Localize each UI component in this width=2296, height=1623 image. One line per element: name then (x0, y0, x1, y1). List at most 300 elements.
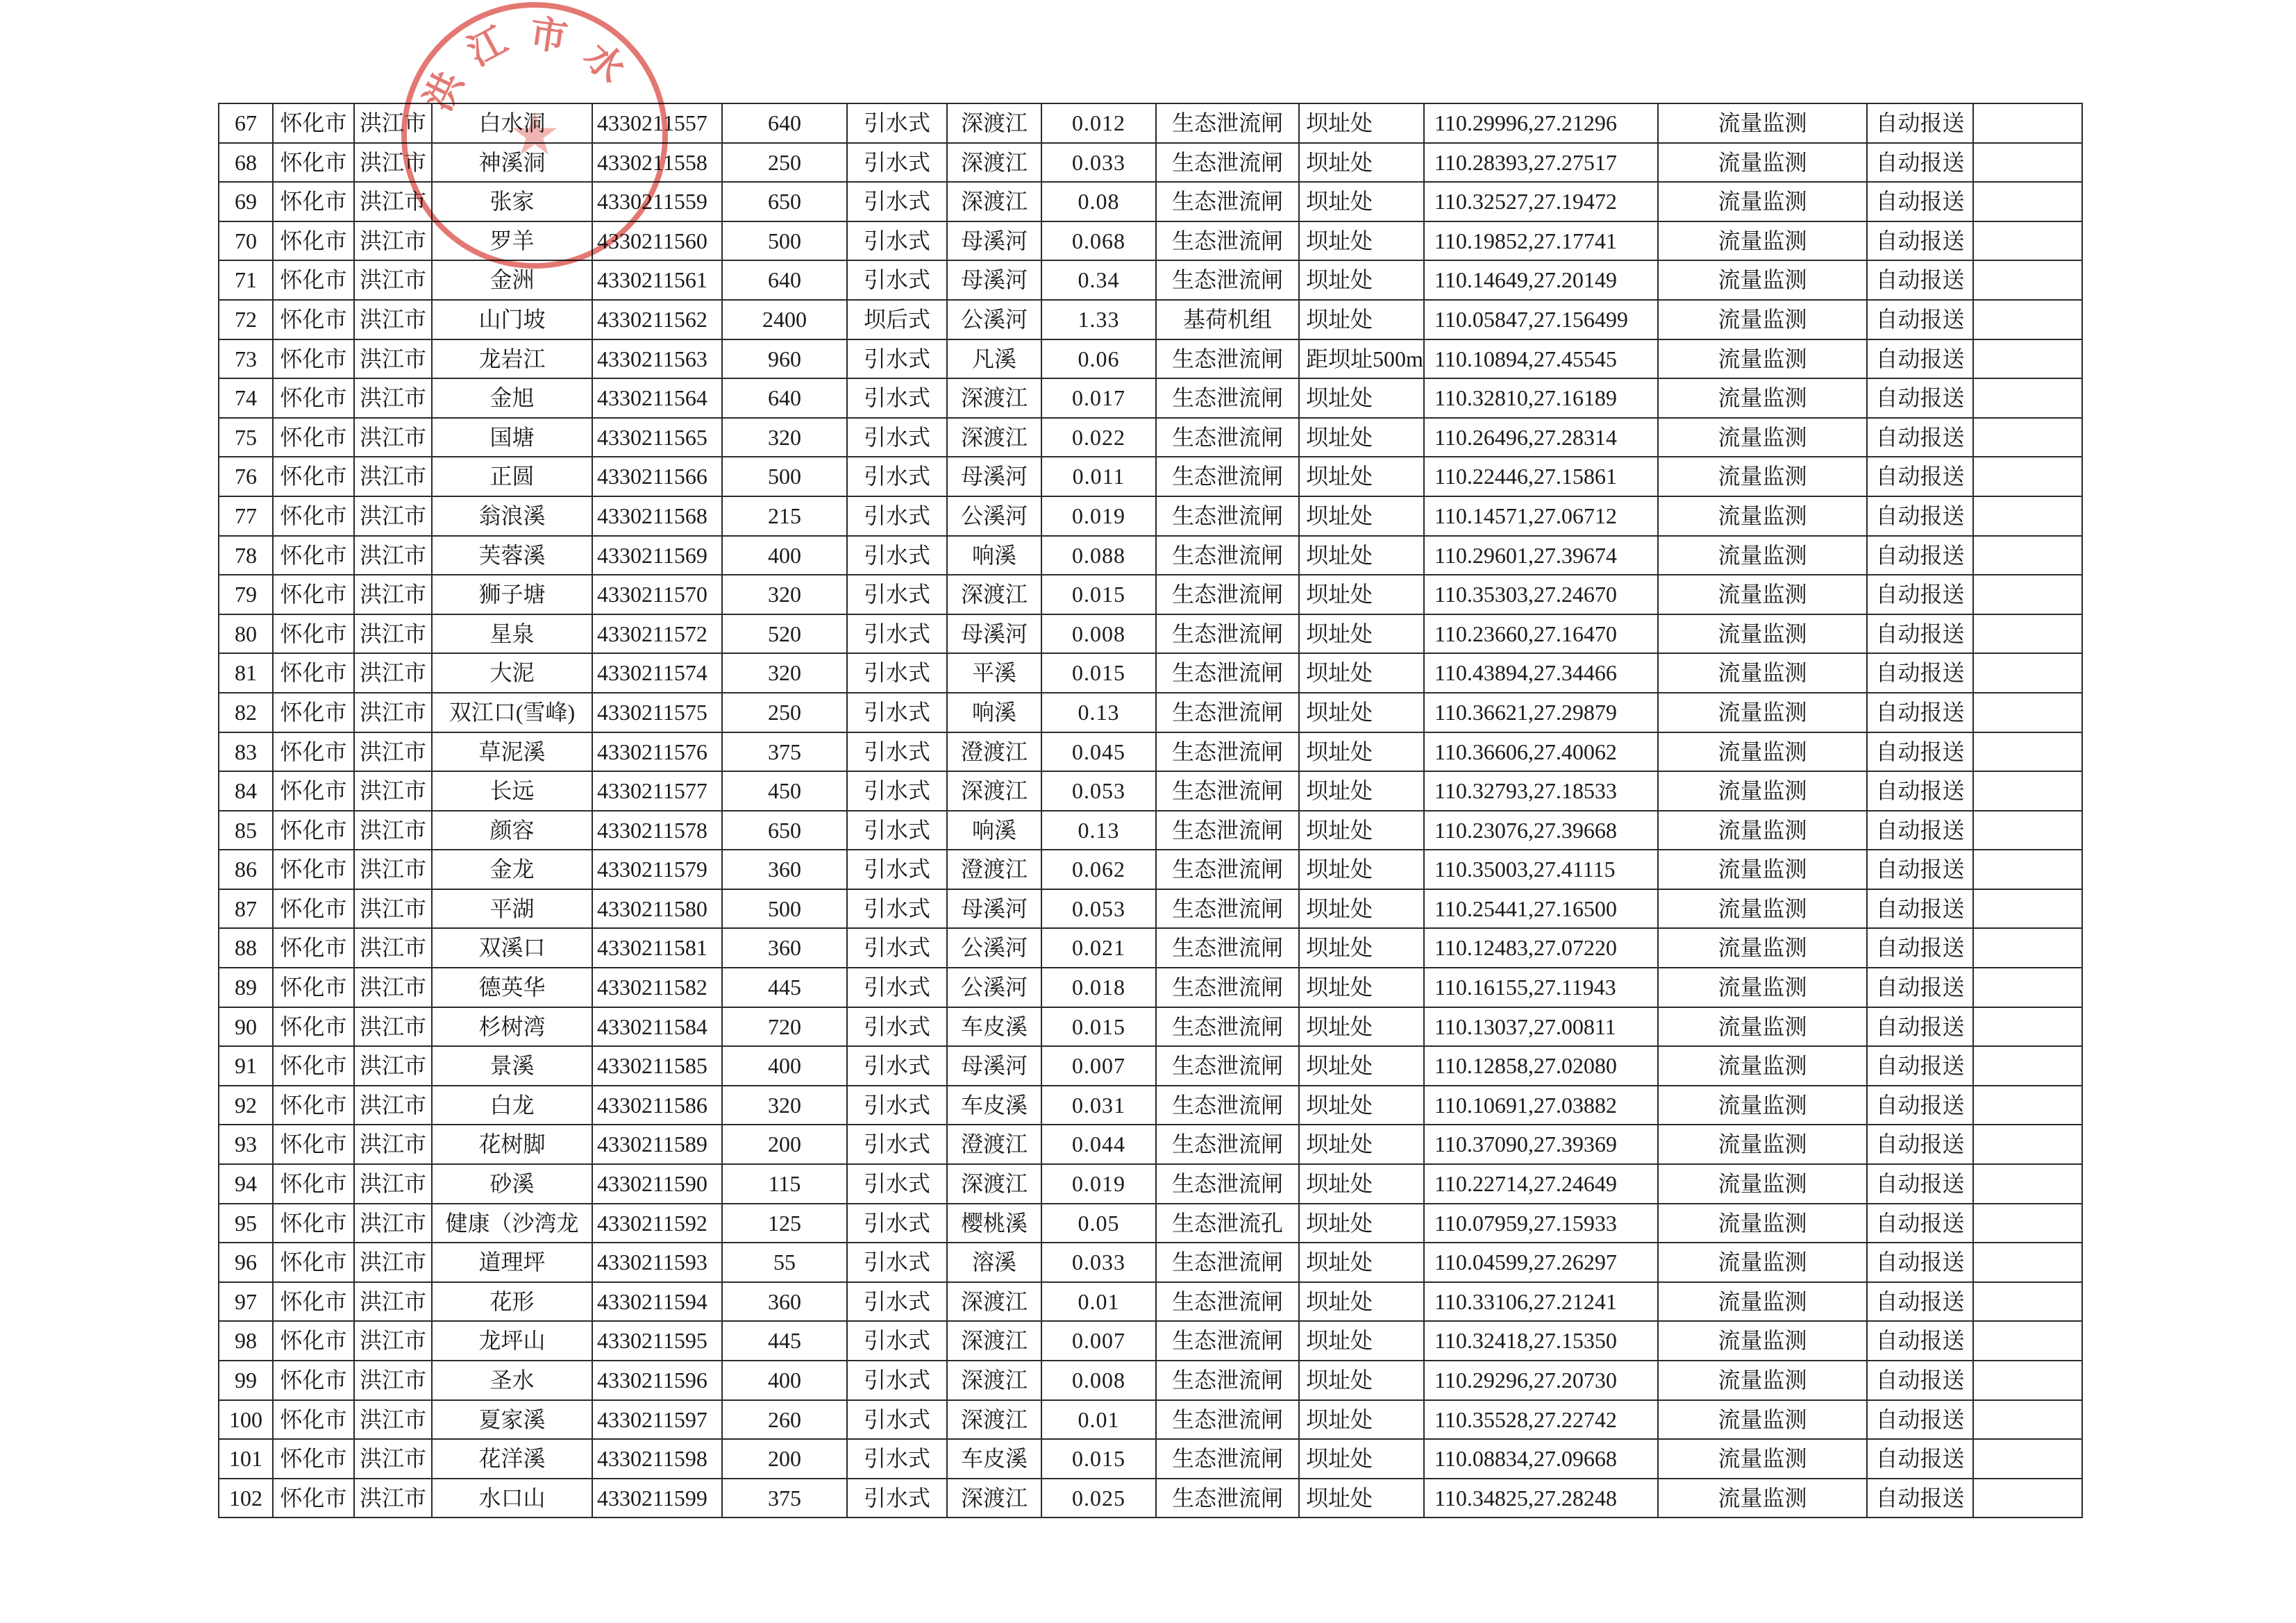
cell-report: 自动报送 (1868, 929, 1974, 968)
cell-name: 水口山 (433, 1479, 593, 1519)
cell-remark (1974, 419, 2083, 458)
cell-river: 母溪河 (948, 890, 1042, 930)
cell-type: 引水式 (848, 812, 948, 851)
cell-name: 花形 (433, 1283, 593, 1322)
cell-capacity: 360 (723, 929, 848, 968)
cell-coords: 110.29296,27.20730 (1425, 1361, 1659, 1401)
cell-type: 引水式 (848, 1204, 948, 1244)
cell-remark (1974, 497, 2083, 537)
cell-type: 引水式 (848, 183, 948, 222)
cell-city: 怀化市 (274, 183, 355, 222)
cell-county: 洪江市 (355, 379, 433, 419)
cell-name: 国塘 (433, 419, 593, 458)
table-row (219, 1125, 2083, 1165)
cell-location: 坝址处 (1300, 1165, 1425, 1204)
cell-code: 4330211574 (593, 654, 723, 693)
cell-type: 引水式 (848, 1361, 948, 1401)
cell-type: 引水式 (848, 693, 948, 733)
table-row (219, 772, 2083, 812)
cell-report: 自动报送 (1868, 497, 1974, 537)
cell-county: 洪江市 (355, 1283, 433, 1322)
cell-type: 引水式 (848, 772, 948, 812)
cell-report: 自动报送 (1868, 654, 1974, 693)
cell-type: 引水式 (848, 733, 948, 773)
cell-name: 白龙 (433, 1086, 593, 1126)
cell-type: 引水式 (848, 1440, 948, 1479)
cell-capacity: 250 (723, 693, 848, 733)
cell-no: 69 (219, 183, 274, 222)
cell-remark (1974, 1440, 2083, 1479)
table-row (219, 340, 2083, 380)
cell-capacity: 650 (723, 812, 848, 851)
cell-monitor: 流量监测 (1659, 1479, 1868, 1519)
cell-river: 母溪河 (948, 261, 1042, 301)
cell-county: 洪江市 (355, 261, 433, 301)
cell-coords: 110.12858,27.02080 (1425, 1047, 1659, 1086)
cell-coords: 110.25441,27.16500 (1425, 890, 1659, 930)
cell-facility: 生态泄流闸 (1157, 379, 1300, 419)
cell-coords: 110.32810,27.16189 (1425, 379, 1659, 419)
cell-river: 深渡江 (948, 379, 1042, 419)
cell-river: 响溪 (948, 812, 1042, 851)
cell-report: 自动报送 (1868, 693, 1974, 733)
cell-facility: 生态泄流闸 (1157, 1008, 1300, 1048)
cell-report: 自动报送 (1868, 1125, 1974, 1165)
cell-facility: 生态泄流闸 (1157, 1125, 1300, 1165)
cell-county: 洪江市 (355, 1322, 433, 1361)
cell-capacity: 215 (723, 497, 848, 537)
cell-coords: 110.14649,27.20149 (1425, 261, 1659, 301)
cell-capacity: 320 (723, 575, 848, 615)
cell-report: 自动报送 (1868, 812, 1974, 851)
cell-city: 怀化市 (274, 772, 355, 812)
cell-facility: 生态泄流闸 (1157, 1322, 1300, 1361)
cell-flow: 0.015 (1042, 1008, 1157, 1048)
cell-monitor: 流量监测 (1659, 1361, 1868, 1401)
cell-monitor: 流量监测 (1659, 144, 1868, 183)
cell-location: 坝址处 (1300, 929, 1425, 968)
cell-facility: 生态泄流闸 (1157, 1086, 1300, 1126)
cell-monitor: 流量监测 (1659, 615, 1868, 655)
cell-facility: 生态泄流闸 (1157, 1283, 1300, 1322)
cell-type: 引水式 (848, 1322, 948, 1361)
cell-river: 溶溪 (948, 1243, 1042, 1283)
cell-flow: 0.044 (1042, 1125, 1157, 1165)
cell-facility: 生态泄流闸 (1157, 1165, 1300, 1204)
cell-location: 坝址处 (1300, 537, 1425, 576)
cell-location: 坝址处 (1300, 850, 1425, 890)
table-row (219, 1283, 2083, 1322)
cell-flow: 0.021 (1042, 929, 1157, 968)
cell-coords: 110.23076,27.39668 (1425, 812, 1659, 851)
table-row (219, 733, 2083, 773)
cell-report: 自动报送 (1868, 183, 1974, 222)
cell-remark (1974, 812, 2083, 851)
cell-code: 4330211578 (593, 812, 723, 851)
cell-monitor: 流量监测 (1659, 301, 1868, 340)
cell-name: 大泥 (433, 654, 593, 693)
cell-code: 4330211559 (593, 183, 723, 222)
cell-flow: 0.015 (1042, 1440, 1157, 1479)
cell-code: 4330211563 (593, 340, 723, 380)
cell-county: 洪江市 (355, 457, 433, 497)
cell-coords: 110.35303,27.24670 (1425, 575, 1659, 615)
cell-location: 坝址处 (1300, 1401, 1425, 1440)
cell-remark (1974, 1008, 2083, 1048)
cell-code: 4330211576 (593, 733, 723, 773)
table-row (219, 575, 2083, 615)
cell-code: 4330211561 (593, 261, 723, 301)
cell-coords: 110.29601,27.39674 (1425, 537, 1659, 576)
cell-coords: 110.36621,27.29879 (1425, 693, 1659, 733)
cell-flow: 0.019 (1042, 497, 1157, 537)
cell-coords: 110.12483,27.07220 (1425, 929, 1659, 968)
cell-location: 坝址处 (1300, 693, 1425, 733)
cell-no: 94 (219, 1165, 274, 1204)
cell-county: 洪江市 (355, 654, 433, 693)
cell-facility: 生态泄流闸 (1157, 497, 1300, 537)
cell-location: 坝址处 (1300, 419, 1425, 458)
cell-facility: 生态泄流闸 (1157, 183, 1300, 222)
seal-char: 水 (576, 33, 635, 92)
cell-river: 母溪河 (948, 615, 1042, 655)
cell-capacity: 520 (723, 615, 848, 655)
cell-capacity: 375 (723, 733, 848, 773)
cell-city: 怀化市 (274, 104, 355, 144)
cell-no: 67 (219, 104, 274, 144)
cell-coords: 110.10894,27.45545 (1425, 340, 1659, 380)
seal-char: 市 (527, 10, 571, 60)
cell-no: 101 (219, 1440, 274, 1479)
cell-flow: 0.012 (1042, 104, 1157, 144)
cell-name: 颜容 (433, 812, 593, 851)
cell-code: 4330211558 (593, 144, 723, 183)
cell-capacity: 400 (723, 1361, 848, 1401)
cell-flow: 0.011 (1042, 457, 1157, 497)
table-row (219, 1204, 2083, 1244)
cell-report: 自动报送 (1868, 850, 1974, 890)
cell-no: 98 (219, 1322, 274, 1361)
cell-name: 龙坪山 (433, 1322, 593, 1361)
cell-facility: 生态泄流闸 (1157, 222, 1300, 262)
cell-city: 怀化市 (274, 850, 355, 890)
cell-county: 洪江市 (355, 497, 433, 537)
cell-monitor: 流量监测 (1659, 537, 1868, 576)
cell-remark (1974, 1204, 2083, 1244)
cell-code: 4330211597 (593, 1401, 723, 1440)
cell-report: 自动报送 (1868, 340, 1974, 380)
cell-type: 引水式 (848, 850, 948, 890)
cell-coords: 110.22714,27.24649 (1425, 1165, 1659, 1204)
cell-type: 引水式 (848, 968, 948, 1008)
cell-location: 坝址处 (1300, 144, 1425, 183)
cell-no: 78 (219, 537, 274, 576)
cell-coords: 110.23660,27.16470 (1425, 615, 1659, 655)
cell-river: 公溪河 (948, 929, 1042, 968)
cell-location: 坝址处 (1300, 1440, 1425, 1479)
cell-county: 洪江市 (355, 537, 433, 576)
cell-city: 怀化市 (274, 1086, 355, 1126)
cell-name: 双江口(雪峰) (433, 693, 593, 733)
cell-no: 99 (219, 1361, 274, 1401)
cell-type: 引水式 (848, 1008, 948, 1048)
cell-flow: 0.08 (1042, 183, 1157, 222)
cell-report: 自动报送 (1868, 1204, 1974, 1244)
cell-name: 金旭 (433, 379, 593, 419)
cell-location: 距坝址500m (1300, 340, 1425, 380)
cell-report: 自动报送 (1868, 1086, 1974, 1126)
cell-type: 引水式 (848, 1125, 948, 1165)
cell-remark (1974, 890, 2083, 930)
table-row (219, 1361, 2083, 1401)
cell-city: 怀化市 (274, 1008, 355, 1048)
cell-report: 自动报送 (1868, 575, 1974, 615)
cell-facility: 生态泄流闸 (1157, 1401, 1300, 1440)
cell-county: 洪江市 (355, 1008, 433, 1048)
cell-coords: 110.37090,27.39369 (1425, 1125, 1659, 1165)
cell-code: 4330211566 (593, 457, 723, 497)
cell-capacity: 360 (723, 1283, 848, 1322)
cell-river: 深渡江 (948, 419, 1042, 458)
cell-county: 洪江市 (355, 812, 433, 851)
table-row (219, 419, 2083, 458)
cell-county: 洪江市 (355, 1243, 433, 1283)
cell-river: 深渡江 (948, 772, 1042, 812)
cell-county: 洪江市 (355, 301, 433, 340)
cell-code: 4330211594 (593, 1283, 723, 1322)
cell-monitor: 流量监测 (1659, 419, 1868, 458)
cell-code: 4330211570 (593, 575, 723, 615)
cell-report: 自动报送 (1868, 419, 1974, 458)
cell-facility: 生态泄流闸 (1157, 419, 1300, 458)
cell-type: 引水式 (848, 1086, 948, 1126)
cell-city: 怀化市 (274, 1322, 355, 1361)
cell-type: 引水式 (848, 457, 948, 497)
cell-name: 长远 (433, 772, 593, 812)
cell-capacity: 400 (723, 537, 848, 576)
cell-type: 引水式 (848, 144, 948, 183)
cell-city: 怀化市 (274, 890, 355, 930)
cell-county: 洪江市 (355, 1204, 433, 1244)
cell-no: 84 (219, 772, 274, 812)
cell-type: 引水式 (848, 890, 948, 930)
hydropower-station-table (218, 103, 2083, 1518)
table-row (219, 1047, 2083, 1086)
cell-monitor: 流量监测 (1659, 1008, 1868, 1048)
cell-code: 4330211586 (593, 1086, 723, 1126)
cell-location: 坝址处 (1300, 1204, 1425, 1244)
cell-no: 85 (219, 812, 274, 851)
cell-code: 4330211572 (593, 615, 723, 655)
cell-river: 澄渡江 (948, 1125, 1042, 1165)
cell-location: 坝址处 (1300, 1086, 1425, 1126)
cell-coords: 110.13037,27.00811 (1425, 1008, 1659, 1048)
cell-river: 车皮溪 (948, 1008, 1042, 1048)
cell-remark (1974, 615, 2083, 655)
cell-city: 怀化市 (274, 1479, 355, 1519)
cell-flow: 1.33 (1042, 301, 1157, 340)
cell-flow: 0.015 (1042, 654, 1157, 693)
cell-remark (1974, 1401, 2083, 1440)
cell-flow: 0.015 (1042, 575, 1157, 615)
cell-remark (1974, 222, 2083, 262)
table-row (219, 261, 2083, 301)
cell-monitor: 流量监测 (1659, 1322, 1868, 1361)
cell-county: 洪江市 (355, 1165, 433, 1204)
cell-type: 引水式 (848, 1047, 948, 1086)
cell-type: 引水式 (848, 222, 948, 262)
cell-river: 深渡江 (948, 104, 1042, 144)
cell-code: 4330211584 (593, 1008, 723, 1048)
table-row (219, 1440, 2083, 1479)
cell-code: 4330211577 (593, 772, 723, 812)
cell-coords: 110.16155,27.11943 (1425, 968, 1659, 1008)
cell-city: 怀化市 (274, 1204, 355, 1244)
cell-coords: 110.05847,27.156499 (1425, 301, 1659, 340)
cell-river: 公溪河 (948, 301, 1042, 340)
cell-code: 4330211596 (593, 1361, 723, 1401)
cell-flow: 0.06 (1042, 340, 1157, 380)
cell-location: 坝址处 (1300, 222, 1425, 262)
cell-name: 砂溪 (433, 1165, 593, 1204)
cell-flow: 0.008 (1042, 615, 1157, 655)
cell-capacity: 375 (723, 1479, 848, 1519)
cell-capacity: 640 (723, 261, 848, 301)
cell-location: 坝址处 (1300, 968, 1425, 1008)
cell-report: 自动报送 (1868, 144, 1974, 183)
cell-county: 洪江市 (355, 968, 433, 1008)
cell-facility: 生态泄流闸 (1157, 968, 1300, 1008)
cell-county: 洪江市 (355, 850, 433, 890)
cell-name: 张家 (433, 183, 593, 222)
cell-capacity: 55 (723, 1243, 848, 1283)
cell-river: 深渡江 (948, 1401, 1042, 1440)
cell-report: 自动报送 (1868, 301, 1974, 340)
cell-report: 自动报送 (1868, 772, 1974, 812)
cell-no: 92 (219, 1086, 274, 1126)
table-row (219, 183, 2083, 222)
cell-name: 星泉 (433, 615, 593, 655)
cell-location: 坝址处 (1300, 812, 1425, 851)
cell-coords: 110.34825,27.28248 (1425, 1479, 1659, 1519)
cell-river: 澄渡江 (948, 850, 1042, 890)
cell-river: 母溪河 (948, 1047, 1042, 1086)
cell-remark (1974, 1243, 2083, 1283)
cell-coords: 110.32418,27.15350 (1425, 1322, 1659, 1361)
cell-flow: 0.34 (1042, 261, 1157, 301)
cell-facility: 生态泄流闸 (1157, 457, 1300, 497)
cell-county: 洪江市 (355, 929, 433, 968)
cell-code: 4330211595 (593, 1322, 723, 1361)
cell-city: 怀化市 (274, 144, 355, 183)
cell-facility: 生态泄流闸 (1157, 615, 1300, 655)
cell-coords: 110.08834,27.09668 (1425, 1440, 1659, 1479)
cell-remark (1974, 301, 2083, 340)
cell-river: 母溪河 (948, 457, 1042, 497)
cell-river: 深渡江 (948, 1361, 1042, 1401)
cell-capacity: 650 (723, 183, 848, 222)
cell-county: 洪江市 (355, 222, 433, 262)
cell-coords: 110.28393,27.27517 (1425, 144, 1659, 183)
cell-capacity: 125 (723, 1204, 848, 1244)
cell-monitor: 流量监测 (1659, 379, 1868, 419)
cell-city: 怀化市 (274, 615, 355, 655)
cell-code: 4330211562 (593, 301, 723, 340)
cell-monitor: 流量监测 (1659, 1440, 1868, 1479)
cell-code: 4330211598 (593, 1440, 723, 1479)
cell-city: 怀化市 (274, 929, 355, 968)
cell-flow: 0.033 (1042, 1243, 1157, 1283)
cell-river: 凡溪 (948, 340, 1042, 380)
cell-city: 怀化市 (274, 693, 355, 733)
cell-remark (1974, 261, 2083, 301)
cell-report: 自动报送 (1868, 104, 1974, 144)
cell-city: 怀化市 (274, 575, 355, 615)
cell-report: 自动报送 (1868, 222, 1974, 262)
cell-location: 坝址处 (1300, 1243, 1425, 1283)
cell-river: 深渡江 (948, 575, 1042, 615)
cell-code: 4330211557 (593, 104, 723, 144)
cell-coords: 110.36606,27.40062 (1425, 733, 1659, 773)
cell-city: 怀化市 (274, 261, 355, 301)
table-row (219, 1008, 2083, 1048)
cell-code: 4330211579 (593, 850, 723, 890)
cell-city: 怀化市 (274, 1125, 355, 1165)
cell-facility: 生态泄流闸 (1157, 537, 1300, 576)
cell-county: 洪江市 (355, 693, 433, 733)
cell-coords: 110.10691,27.03882 (1425, 1086, 1659, 1126)
cell-city: 怀化市 (274, 222, 355, 262)
cell-coords: 110.19852,27.17741 (1425, 222, 1659, 262)
cell-facility: 生态泄流闸 (1157, 890, 1300, 930)
cell-remark (1974, 104, 2083, 144)
cell-remark (1974, 1479, 2083, 1519)
seal-char: 洪 (415, 64, 472, 118)
cell-city: 怀化市 (274, 340, 355, 380)
cell-facility: 生态泄流闸 (1157, 1243, 1300, 1283)
cell-name: 草泥溪 (433, 733, 593, 773)
cell-remark (1974, 379, 2083, 419)
cell-capacity: 640 (723, 379, 848, 419)
cell-remark (1974, 693, 2083, 733)
cell-facility: 生态泄流闸 (1157, 772, 1300, 812)
cell-no: 100 (219, 1401, 274, 1440)
cell-location: 坝址处 (1300, 301, 1425, 340)
cell-river: 樱桃溪 (948, 1204, 1042, 1244)
cell-code: 4330211592 (593, 1204, 723, 1244)
cell-report: 自动报送 (1868, 968, 1974, 1008)
cell-capacity: 200 (723, 1125, 848, 1165)
cell-remark (1974, 340, 2083, 380)
cell-name: 白水洞 (433, 104, 593, 144)
cell-no: 93 (219, 1125, 274, 1165)
cell-monitor: 流量监测 (1659, 183, 1868, 222)
cell-monitor: 流量监测 (1659, 850, 1868, 890)
cell-facility: 生态泄流闸 (1157, 1440, 1300, 1479)
cell-location: 坝址处 (1300, 457, 1425, 497)
cell-no: 77 (219, 497, 274, 537)
cell-code: 4330211599 (593, 1479, 723, 1519)
cell-city: 怀化市 (274, 1283, 355, 1322)
cell-remark (1974, 929, 2083, 968)
cell-capacity: 115 (723, 1165, 848, 1204)
cell-flow: 0.017 (1042, 379, 1157, 419)
cell-coords: 110.35528,27.22742 (1425, 1401, 1659, 1440)
cell-city: 怀化市 (274, 457, 355, 497)
cell-monitor: 流量监测 (1659, 497, 1868, 537)
cell-flow: 0.01 (1042, 1401, 1157, 1440)
cell-facility: 生态泄流闸 (1157, 929, 1300, 968)
